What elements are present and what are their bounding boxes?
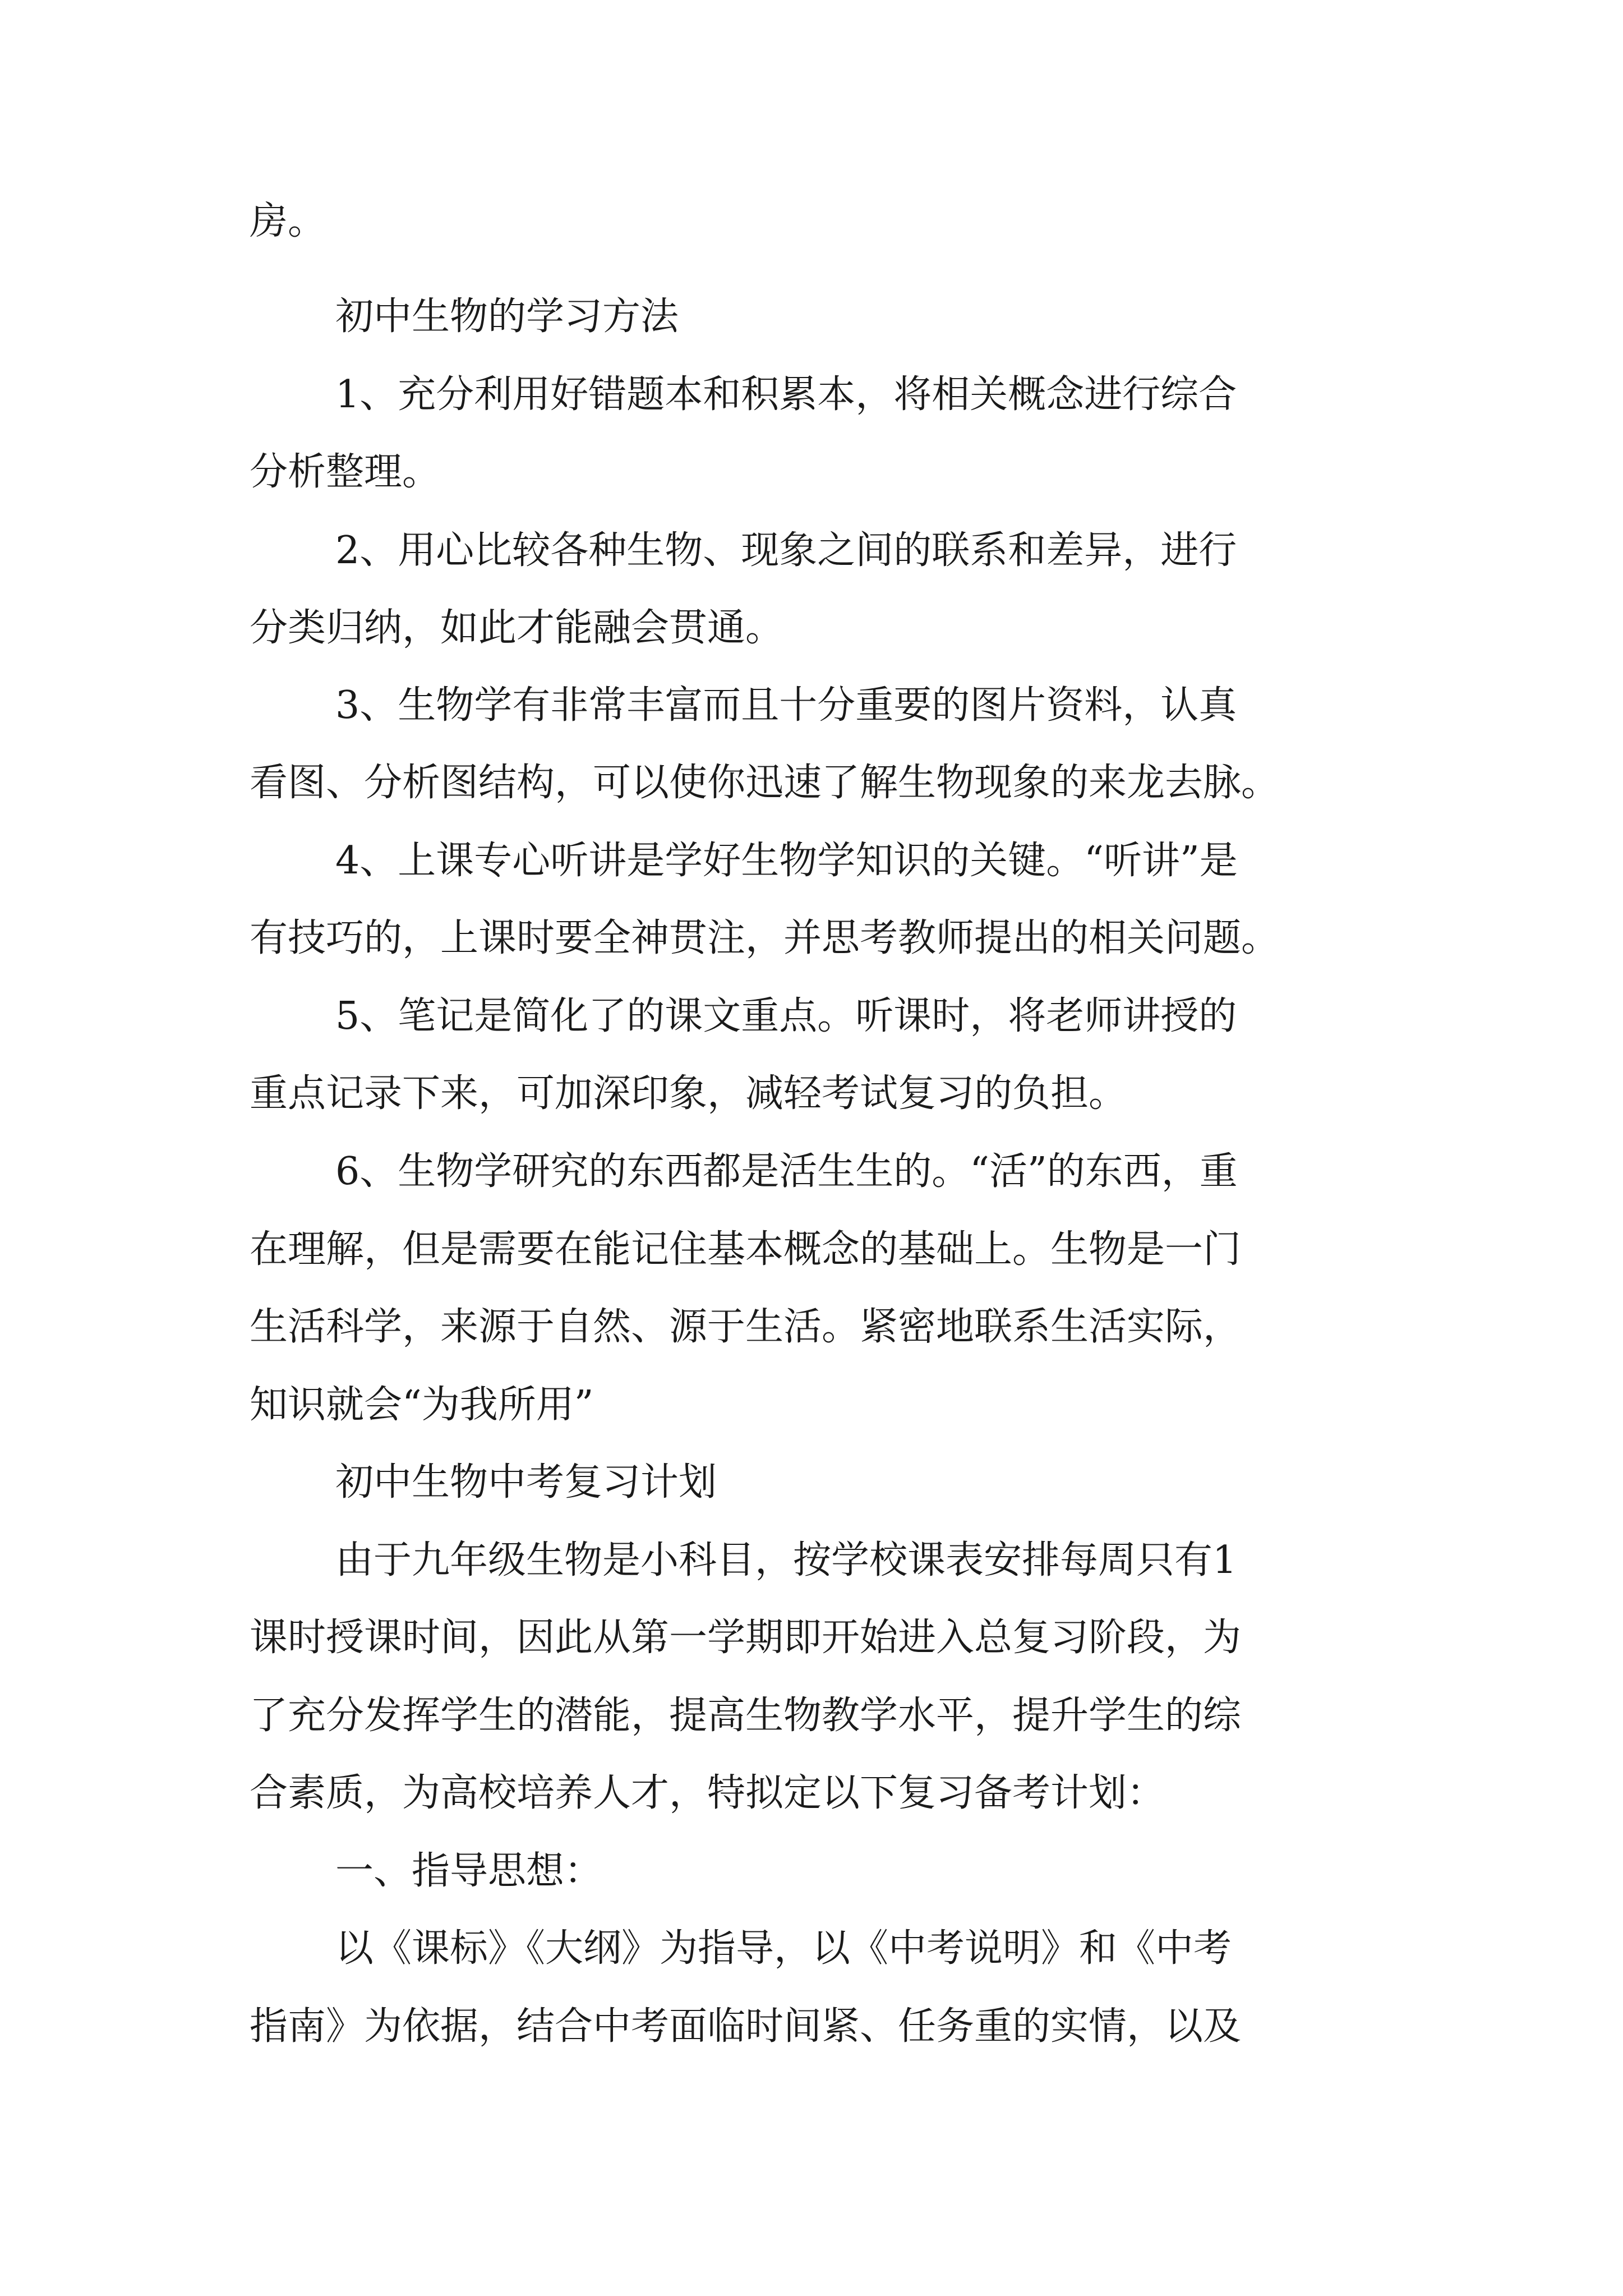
text-line: 分类归纳，如此才能融会贯通。 <box>250 606 784 650</box>
section-heading: 初中生物的学习方法 <box>335 295 679 339</box>
text-line: 合素质，为高校培养人才，特拟定以下复习备考计划： <box>250 1771 1165 1815</box>
text-line: 由于九年级生物是小科目，按学校课表安排每周只有1 <box>335 1538 1237 1582</box>
text-line: 重点记录下来，可加深印象，减轻考试复习的负担。 <box>250 1071 1127 1116</box>
text-line: 6、生物学研究的东西都是活生生的。“活”的东西，重 <box>335 1149 1238 1194</box>
text-line: 以《课标》《大纲》为指导，以《中考说明》和《中考 <box>335 1926 1232 1971</box>
text-line: 房。 <box>250 199 326 243</box>
text-line: 课时授课时间，因此从第一学期即开始进入总复习阶段，为 <box>250 1616 1242 1660</box>
text-line: 指南》为依据，结合中考面临时间紧、任务重的实情，以及 <box>250 2004 1242 2049</box>
text-line: 了充分发挥学生的潜能，提高生物教学水平，提升学生的综 <box>250 1694 1242 1738</box>
section-heading: 初中生物中考复习计划 <box>335 1460 717 1504</box>
text-line: 有技巧的，上课时要全神贯注，并思考教师提出的相关问题。 <box>250 916 1280 960</box>
text-line: 分析整理。 <box>250 450 441 494</box>
section-heading: 一、指导思想： <box>335 1849 603 1893</box>
text-line: 看图、分析图结构，可以使你迅速了解生物现象的来龙去脉。 <box>250 761 1280 805</box>
text-line: 2、用心比较各种生物、现象之间的联系和差异，进行 <box>335 528 1237 573</box>
text-line: 3、生物学有非常丰富而且十分重要的图片资料，认真 <box>335 683 1237 728</box>
text-line: 在理解，但是需要在能记住基本概念的基础上。生物是一门 <box>250 1227 1242 1272</box>
text-line: 生活科学，来源于自然、源于生活。紧密地联系生活实际， <box>250 1305 1242 1349</box>
text-line: 1、充分利用好错题本和积累本，将相关概念进行综合 <box>335 372 1237 417</box>
text-line: 知识就会“为我所用” <box>250 1383 594 1427</box>
text-line: 5、笔记是简化了的课文重点。听课时，将老师讲授的 <box>335 994 1237 1038</box>
text-line: 4、上课专心听讲是学好生物学知识的关键。“听讲”是 <box>335 839 1238 883</box>
